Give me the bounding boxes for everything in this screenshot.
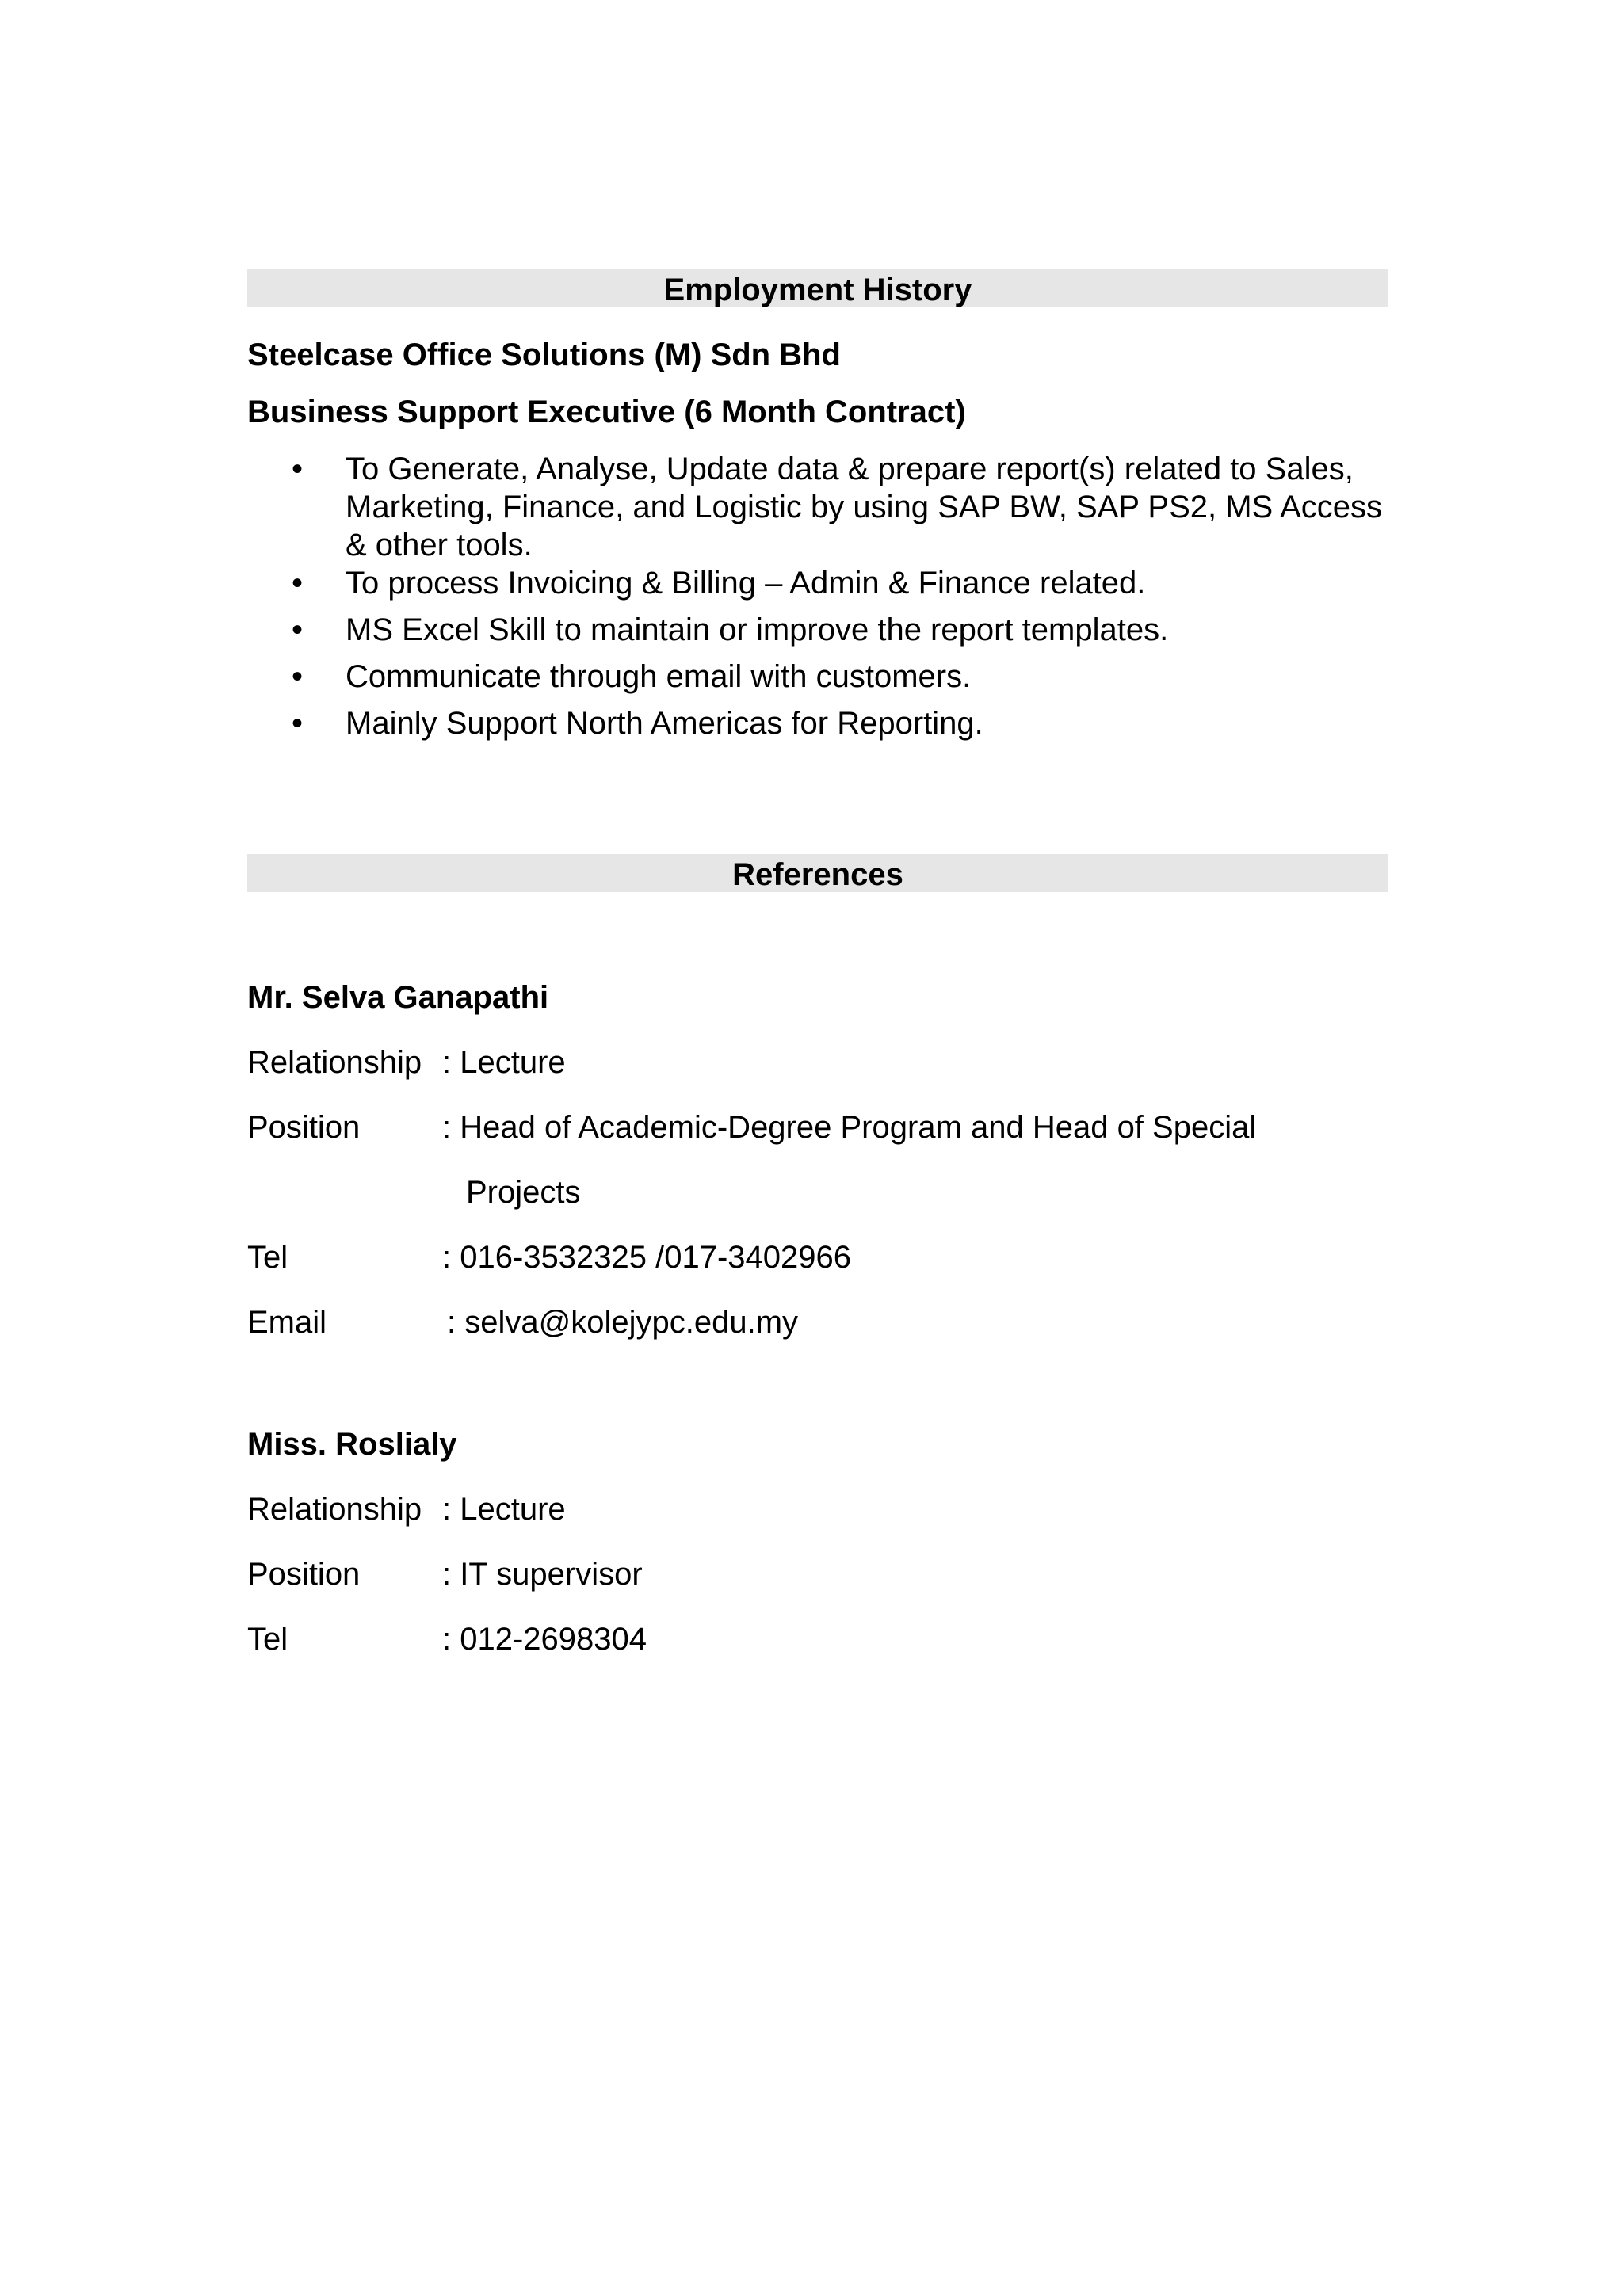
bullet-icon: • bbox=[292, 452, 304, 486]
email-label: Email bbox=[247, 1305, 327, 1340]
bullet-icon: • bbox=[292, 659, 304, 694]
job-title: Business Support Executive (6 Month Contract) bbox=[247, 395, 966, 429]
duty-list-item bbox=[292, 564, 1385, 602]
company-name: Steelcase Office Solutions (M) Sdn Bhd bbox=[247, 338, 841, 372]
reference-name: Miss. Roslialy bbox=[247, 1427, 457, 1462]
relationship-value: : Lecture bbox=[442, 1045, 566, 1080]
position-value: : Head of Academic-Degree Program and Head of Special bbox=[442, 1110, 1257, 1145]
email-value: : selva@kolejypc.edu.my bbox=[447, 1305, 799, 1340]
position-value-continued: Projects bbox=[466, 1175, 581, 1210]
duty-text: Mainly Support North Americas for Reporting. bbox=[346, 706, 983, 741]
bullet-icon: • bbox=[292, 706, 304, 741]
tel-label: Tel bbox=[247, 1240, 288, 1275]
position-label: Position bbox=[247, 1110, 361, 1145]
relationship-label: Relationship bbox=[247, 1045, 422, 1080]
reference-name: Mr. Selva Ganapathi bbox=[247, 980, 549, 1015]
position-label: Position bbox=[247, 1557, 361, 1592]
tel-value: : 016-3532325 /017-3402966 bbox=[442, 1240, 852, 1275]
employment-history-heading: Employment History bbox=[247, 269, 1388, 307]
bullet-icon: • bbox=[292, 566, 304, 601]
duty-text: Communicate through email with customers. bbox=[346, 659, 972, 694]
duty-list-item bbox=[292, 450, 1385, 564]
duty-text: MS Excel Skill to maintain or improve the report templates. bbox=[346, 612, 1169, 647]
tel-value: : 012-2698304 bbox=[442, 1622, 647, 1657]
position-value: : IT supervisor bbox=[442, 1557, 643, 1592]
relationship-label: Relationship bbox=[247, 1492, 422, 1527]
duty-text: To Generate, Analyse, Update data & prepare report(s) related to Sales, Marketing, Finance, and Logistic by using SAP BW, SAP PS2, MS Access & other tools. bbox=[346, 452, 1383, 563]
bullet-icon: • bbox=[292, 612, 304, 647]
relationship-value: : Lecture bbox=[442, 1492, 566, 1527]
duty-list-item bbox=[292, 611, 1385, 649]
references-heading: References bbox=[247, 854, 1388, 892]
tel-label: Tel bbox=[247, 1622, 288, 1657]
duty-text: To process Invoicing & Billing – Admin & Finance related. bbox=[346, 566, 1146, 601]
duty-list-item bbox=[292, 704, 1385, 742]
duty-list-item bbox=[292, 658, 1385, 696]
